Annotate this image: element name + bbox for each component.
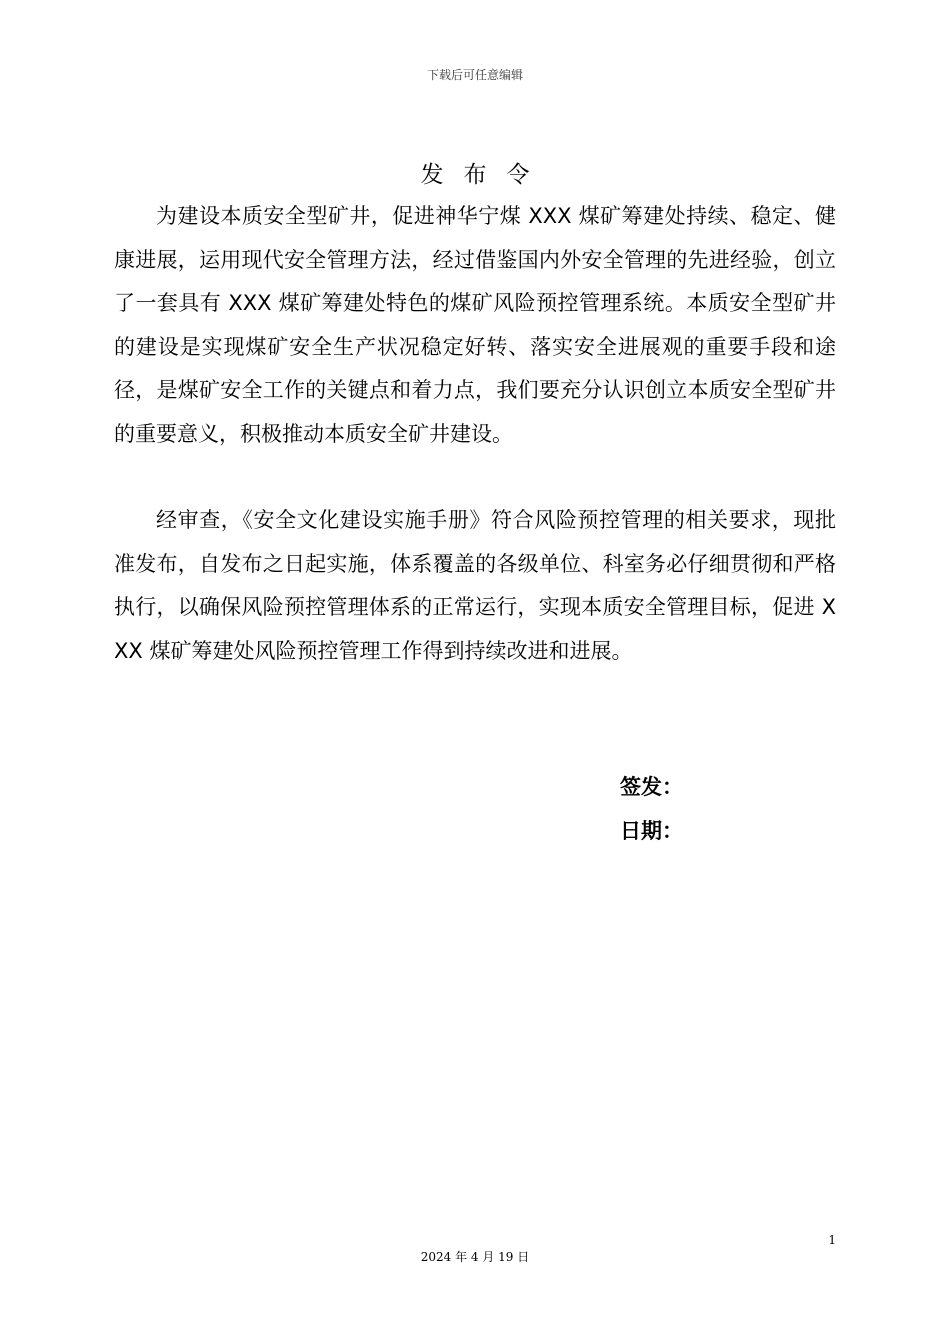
paragraph-text: 为建设本质安全型矿井，促进神华宁煤 XXX 煤矿筹建处持续、稳定、健康进展，运用现代安全管理方法，经过借鉴国内外安全管理的先进经验，创立了一套具有 XXX 煤矿筹建处特色的煤矿风险预控管理系统。本质安全型矿井的建设是实现煤矿安全生产状况稳定好转、落实安全进展观的重要手段和途径，是煤矿安全工作的关键点和着力点，我们要充分认识创立本质安全型矿井的重要意义，积极推动本质安全矿井建设。 [114,204,836,446]
footer-date: 2024 年 4 月 19 日 [420,1250,530,1264]
sign-date-label: 日期： [620,819,683,843]
body-paragraph-2 [114,499,836,673]
paragraph-text: 经审查，《安全文化建设实施手册》符合风险预控管理的相关要求，现批准发布，自发布之日起实施，体系覆盖的各级单位、科室务必仔细贯彻和严格执行，以确保风险预控管理体系的正常运行，实现本质安全管理目标，促进 XXX 煤矿筹建处风险预控管理工作得到持续改进和进展。 [114,508,836,663]
document-title: 发布令 [420,162,550,188]
page-number: 1 [828,1233,836,1247]
sign-issuer-label: 签发： [620,775,683,799]
body-paragraph-1 [114,195,836,456]
header-note: 下载后可任意编辑 [426,68,523,82]
